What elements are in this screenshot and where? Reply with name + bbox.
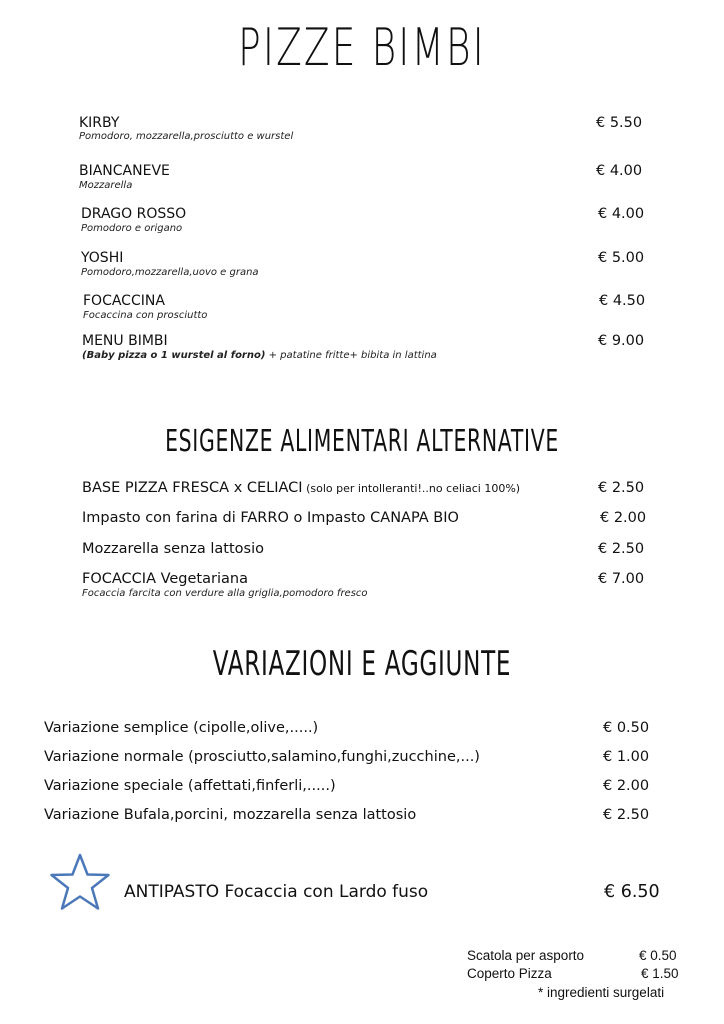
variation-name: Variazione Bufala,porcini, mozzarella senza lattosio — [44, 807, 417, 823]
variation-name: Variazione semplice (cipolle,olive,.....) — [44, 720, 319, 736]
alt-item-name: FOCACCIA Vegetariana — [82, 571, 248, 587]
menu-item-desc-bold: (Baby pizza o 1 wurstel al forno) — [82, 350, 266, 361]
section-title-alternative: ESIGENZE ALIMENTARI ALTERNATIVE — [165, 424, 559, 459]
alt-item-price: € 2.50 — [598, 541, 645, 557]
menu-item-desc: Pomodoro, mozzarella,prosciutto e wurstel — [79, 131, 294, 142]
alt-item-name: Impasto con farina di FARRO o Impasto CANAPA BIO — [82, 510, 459, 526]
variation-price: € 0.50 — [603, 720, 650, 736]
menu-item-name: KIRBY — [79, 115, 120, 131]
menu-item-name: MENU BIMBI — [82, 333, 168, 349]
page-title: PIZZE BIMBI — [238, 18, 486, 78]
alt-item-name — [82, 480, 520, 496]
footer-coperto-label: Coperto Pizza — [467, 966, 552, 981]
menu-item-price: € 5.00 — [598, 250, 645, 266]
variation-price: € 2.50 — [603, 807, 650, 823]
menu-item-name: YOSHI — [81, 250, 124, 266]
variation-price: € 1.00 — [603, 749, 650, 765]
alt-item-desc: Focaccia farcita con verdure alla griglia,pomodoro fresco — [82, 588, 368, 599]
menu-item-name: DRAGO ROSSO — [81, 206, 187, 222]
menu-item-desc: Mozzarella — [79, 180, 133, 191]
footer-scatola-price: € 0.50 — [639, 948, 677, 963]
menu-item-desc: Pomodoro e origano — [81, 223, 183, 234]
footer-scatola-label: Scatola per asporto — [467, 948, 585, 963]
alt-item-label: BASE PIZZA FRESCA x CELIACI — [82, 480, 303, 496]
variation-name: Variazione speciale (affettati,finferli,.....) — [44, 778, 336, 794]
menu-item-price: € 4.00 — [596, 163, 643, 179]
menu-item-desc: Pomodoro,mozzarella,uovo e grana — [81, 267, 259, 278]
menu-item-price: € 4.50 — [599, 293, 646, 309]
alt-item-price: € 7.00 — [598, 571, 645, 587]
menu-item-price: € 4.00 — [598, 206, 645, 222]
alt-item-name: Mozzarella senza lattosio — [82, 541, 264, 557]
variation-name: Variazione normale (prosciutto,salamino,funghi,zucchine,...) — [44, 749, 480, 765]
menu-item-desc — [82, 350, 437, 361]
menu-item-price: € 9.00 — [598, 333, 645, 349]
section-title-variazioni: VARIAZIONI E AGGIUNTE — [212, 644, 512, 684]
footer-note: * ingredienti surgelati — [538, 985, 665, 1000]
antipasto-price: € 6.50 — [604, 882, 660, 902]
variation-price: € 2.00 — [603, 778, 650, 794]
menu-item-name: FOCACCINA — [83, 293, 165, 309]
menu-item-name: BIANCANEVE — [79, 163, 170, 179]
antipasto-name: ANTIPASTO Focaccia con Lardo fuso — [124, 882, 429, 902]
alt-item-price: € 2.00 — [600, 510, 647, 526]
menu-item-desc-rest: + patatine fritte+ bibita in lattina — [265, 350, 437, 361]
menu-item-desc: Focaccina con prosciutto — [83, 310, 208, 321]
star-outline-icon — [48, 852, 112, 912]
menu-item-price: € 5.50 — [596, 115, 643, 131]
alt-item-note: (solo per intolleranti!..no celiaci 100%) — [302, 482, 521, 495]
alt-item-price: € 2.50 — [598, 480, 645, 496]
footer-coperto-price: € 1.50 — [641, 966, 679, 981]
